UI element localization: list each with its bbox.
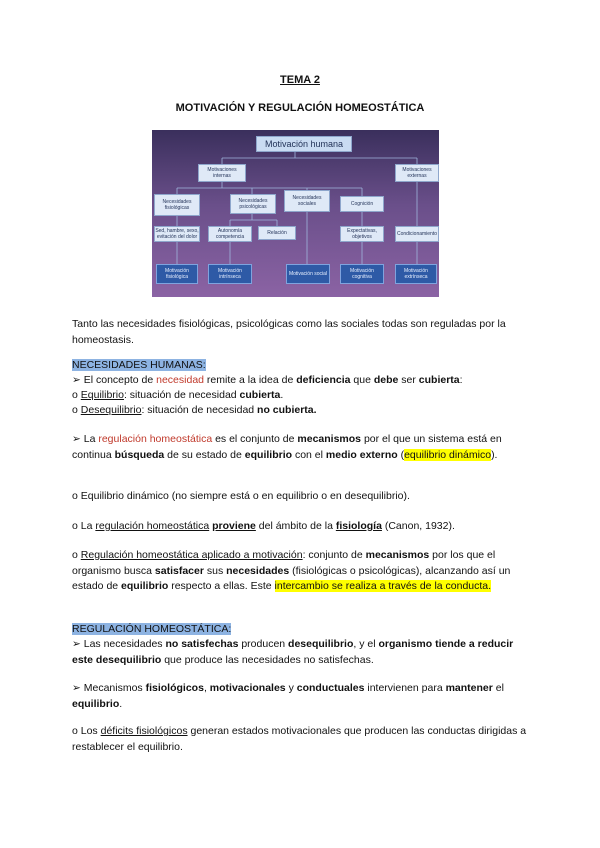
text: .	[280, 389, 284, 401]
bold-text: satisfacer	[154, 564, 204, 577]
text: remite a la idea de	[204, 374, 297, 386]
bold-text: equilibrio	[121, 580, 169, 592]
underlined-text: déficits fisiológicos	[100, 725, 188, 737]
arrow-bullet-icon: ➢	[72, 638, 81, 650]
bold-text: mecanismos	[365, 549, 430, 561]
text: El concepto de	[83, 374, 157, 386]
diagram-node-internal: Motivaciones internas	[198, 164, 246, 182]
bullet-dynamic-equilibrium: o Equilibrio dinámico (no siempre está o en equilibrio o en desequilibrio).	[72, 490, 410, 502]
bullet-disequilibrium	[72, 403, 532, 419]
section-heading-human-needs	[72, 358, 532, 374]
text: o	[72, 549, 81, 561]
bold-text: organismo tiende a reducir este desequilibrio	[72, 638, 514, 666]
bold-text: equilibrio	[72, 697, 120, 710]
diagram-node-social-motivation: Motivación social	[286, 264, 330, 284]
highlighted-text: intercambio se realiza a través de la conducta.	[274, 580, 492, 592]
underlined-text: regulación homeostática	[95, 520, 210, 532]
bullet-physiological-deficits	[72, 724, 532, 755]
text: generan estados motivacionales que producen las conductas dirigidas a restablecer el equilibrio.	[72, 725, 527, 753]
text: intervienen para	[364, 682, 446, 694]
bullet-need-concept	[72, 373, 532, 389]
red-text: necesidad	[156, 374, 204, 386]
bullet-equilibrium	[72, 388, 532, 404]
arrow-bullet-icon: ➢	[72, 374, 81, 386]
text: que	[350, 374, 374, 386]
heading-text: REGULACIÓN HOMEOSTÁTICA:	[72, 623, 232, 635]
text: del ámbito de la	[255, 520, 336, 532]
text: que produce las necesidades no satisfechas.	[161, 653, 374, 666]
diagram-node-cognition: Cognición	[340, 196, 384, 212]
text: es el conjunto de	[212, 433, 298, 445]
underlined-text: Regulación homeostática aplicado a motivación	[80, 549, 303, 561]
text: (	[397, 448, 405, 461]
underlined-text: Desequilibrio	[80, 404, 142, 416]
text: (Canon, 1932).	[381, 520, 455, 532]
bullet-unsatisfied-needs	[72, 637, 532, 668]
bullet-homeostatic-regulation	[72, 432, 532, 463]
text: o Los	[72, 725, 101, 737]
diagram-node-autonomy: Autonomía competencia	[208, 226, 252, 242]
text: o	[72, 404, 81, 416]
text: : conjunto de	[302, 549, 366, 561]
bold-text: motivacionales	[209, 682, 286, 694]
diagram-node-cognitive-motivation: Motivación cognitiva	[340, 264, 384, 284]
bold-text: deficiencia	[296, 374, 351, 386]
bullet-regulation-motivation	[72, 548, 532, 595]
bold-underlined-text: fisiología	[335, 520, 382, 532]
text: .	[119, 697, 123, 710]
bullet-physiology-origin	[72, 519, 532, 535]
text: respecto a ellas. Este	[168, 580, 275, 592]
intro-paragraph: Tanto las necesidades fisiológicas, psicológicas como las sociales todas son reguladas por la homeostasis.	[72, 318, 506, 346]
arrow-bullet-icon: ➢	[72, 682, 81, 694]
text: :	[459, 374, 463, 386]
text: (fisiológicas o psicológicas), alcanzando así un estado de	[72, 564, 511, 592]
text: producen	[238, 638, 289, 650]
bold-text: necesidades	[226, 564, 290, 577]
text: de su estado de	[164, 448, 245, 461]
bold-text: cubierta	[239, 389, 281, 401]
text: y	[285, 682, 297, 694]
bold-text: desequilibrio	[288, 638, 354, 650]
document-subtitle: MOTIVACIÓN Y REGULACIÓN HOMEOSTÁTICA	[175, 102, 425, 114]
bold-text: búsqueda	[114, 448, 165, 461]
text: o La	[72, 520, 96, 532]
bold-underlined-text: proviene	[212, 520, 256, 532]
arrow-bullet-icon: ➢	[72, 433, 81, 445]
document-title: TEMA 2	[280, 74, 320, 86]
diagram-node-conditioning: Condicionamiento	[395, 226, 439, 242]
bold-text: mantener	[445, 682, 493, 694]
diagram-node-social: Necesidades sociales	[284, 190, 330, 212]
text: ser	[398, 374, 419, 386]
bold-text: cubierta	[418, 374, 460, 386]
diagram-node-physiological: Necesidades fisiológicas	[154, 194, 200, 216]
motivation-diagram	[152, 130, 439, 297]
bold-text: equilibrio	[244, 448, 293, 461]
diagram-node-physiological-motivation: Motivación fisiológica	[156, 264, 198, 284]
text: por los que el organismo busca	[72, 549, 496, 577]
bold-text: medio externo	[325, 448, 398, 461]
diagram-node-basic-needs: Sed, hambre, sexo, evitación del dolor	[155, 228, 199, 240]
heading-text: NECESIDADES HUMANAS:	[72, 359, 206, 371]
diagram-node-psychological: Necesidades psicológicas	[230, 194, 276, 214]
bold-text: no cubierta.	[257, 404, 317, 416]
text: Las necesidades	[83, 638, 166, 650]
bold-text: mecanismos	[297, 433, 362, 445]
diagram-node-intrinsic-motivation: Motivación intrínseca	[208, 264, 252, 284]
diagram-node-external: Motivaciones externas	[395, 164, 439, 182]
bullet-mechanisms	[72, 681, 532, 712]
bold-text: no satisfechas	[165, 638, 239, 650]
underlined-text: Equilibrio	[80, 389, 124, 401]
highlighted-text: equilibrio dinámico	[404, 448, 492, 461]
text: : situación de necesidad	[141, 404, 258, 416]
text: sus	[203, 564, 227, 577]
text: ).	[491, 448, 498, 461]
text: ,	[203, 682, 210, 694]
diagram-node-extrinsic-motivation: Motivación extrínseca	[395, 264, 437, 284]
text: con el	[292, 448, 326, 461]
diagram-node-relation: Relación	[258, 226, 296, 240]
diagram-node-expectations: Expectativas, objetivos	[340, 226, 384, 242]
text: La	[83, 433, 99, 445]
bold-text: conductuales	[296, 682, 365, 694]
text: el	[492, 682, 504, 694]
red-text: regulación homeostática	[98, 433, 213, 445]
section-heading-homeostatic-regulation	[72, 622, 532, 638]
text: o	[72, 389, 81, 401]
diagram-root-node: Motivación humana	[256, 136, 352, 152]
bold-text: fisiológicos	[145, 682, 204, 694]
text: por el que un sistema está en continua	[72, 433, 502, 461]
text: Mecanismos	[83, 682, 146, 694]
text: , y el	[353, 638, 379, 650]
bold-text: debe	[373, 374, 399, 386]
text: : situación de necesidad	[123, 389, 240, 401]
